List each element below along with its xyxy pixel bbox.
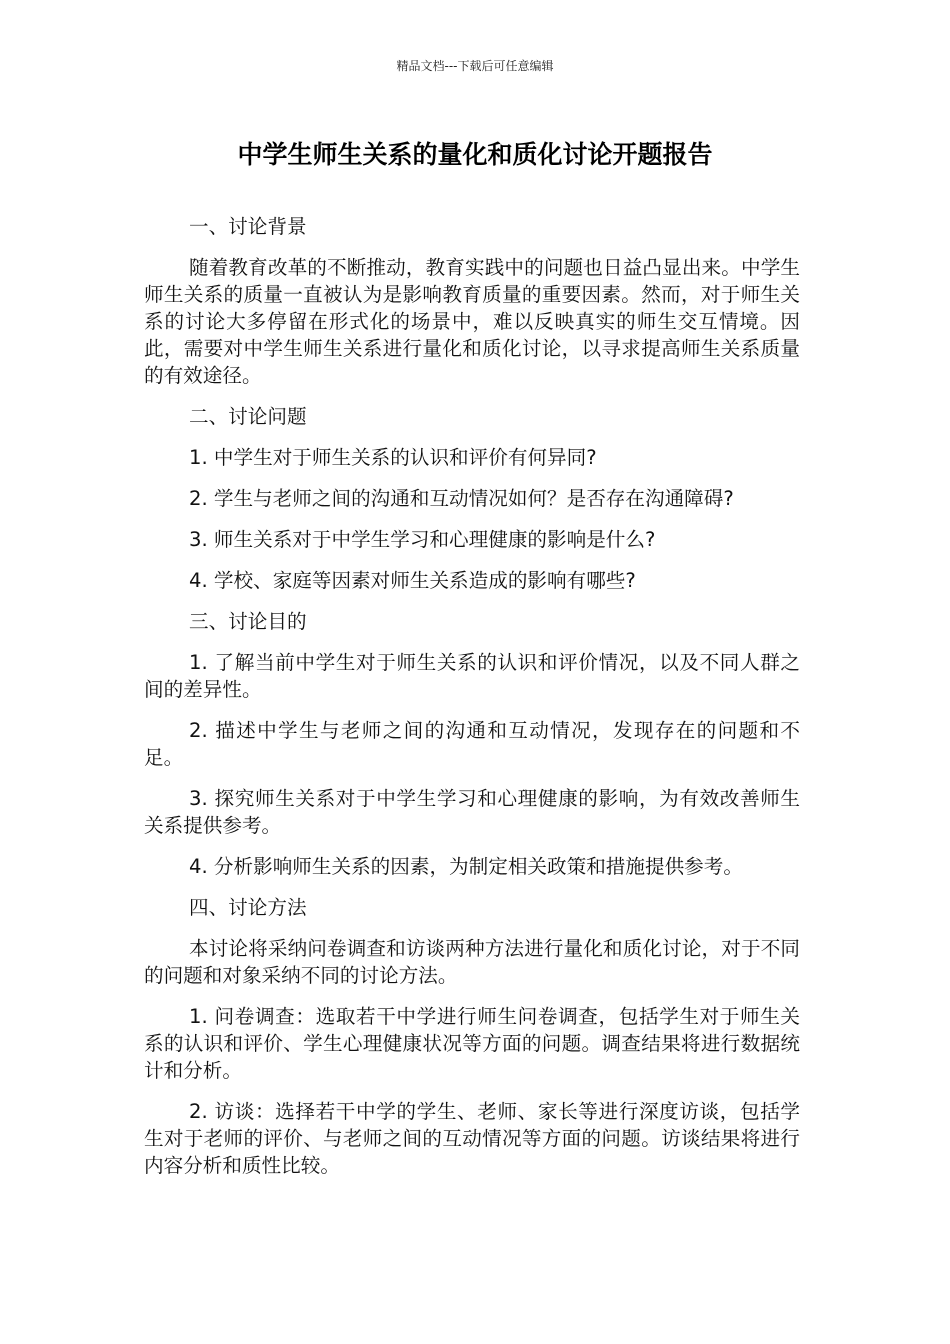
- header-note: 精品文档---下载后可任意编辑: [396, 59, 554, 73]
- question-item-3: 3. 师生关系对于中学生学习和心理健康的影响是什么?: [189, 528, 656, 551]
- objective-item-2: 2. 描述中学生与老师之间的沟通和互动情况，发现存在的问题和不足。: [144, 719, 800, 769]
- objective-item-3: 3. 探究师生关系对于中学生学习和心理健康的影响，为有效改善师生关系提供参考。: [144, 787, 800, 837]
- section-heading-objectives: 三、讨论目的: [189, 610, 307, 633]
- document-body: [144, 213, 800, 1193]
- question-item-2: 2. 学生与老师之间的沟通和互动情况如何？是否存在沟通障碍?: [189, 487, 734, 510]
- objective-item-4: 4. 分析影响师生关系的因素，为制定相关政策和措施提供参考。: [189, 855, 743, 878]
- question-item-4: 4. 学校、家庭等因素对师生关系造成的影响有哪些?: [189, 569, 636, 592]
- question-item-1: 1. 中学生对于师生关系的认识和评价有何异同?: [189, 446, 597, 469]
- objective-item-1: 1. 了解当前中学生对于师生关系的认识和评价情况，以及不同人群之间的差异性。: [144, 651, 800, 701]
- paragraph-background: 随着教育改革的不断推动，教育实践中的问题也日益凸显出来。中学生师生关系的质量一直被认为是影响教育质量的重要因素。然而，对于师生关系的讨论大多停留在形式化的场景中，难以反映真实的师生交互情境。因此，需要对中学生师生关系进行量化和质化讨论，以寻求提高师生关系质量的有效途径。: [144, 256, 800, 387]
- method-item-1: 1. 问卷调查：选取若干中学进行师生问卷调查，包括学生对于师生关系的认识和评价、学生心理健康状况等方面的问题。调查结果将进行数据统计和分析。: [144, 1005, 800, 1082]
- section-heading-questions: 二、讨论问题: [189, 405, 307, 428]
- section-heading-background: 一、讨论背景: [189, 215, 307, 238]
- method-item-2: 2. 访谈：选择若干中学的学生、老师、家长等进行深度访谈，包括学生对于老师的评价、与老师之间的互动情况等方面的问题。访谈结果将进行内容分析和质性比较。: [144, 1100, 800, 1177]
- paragraph-methods-intro: 本讨论将采纳问卷调查和访谈两种方法进行量化和质化讨论，对于不同的问题和对象采纳不同的讨论方法。: [144, 937, 800, 987]
- document-title: 中学生师生关系的量化和质化讨论开题报告: [237, 140, 713, 169]
- section-heading-methods: 四、讨论方法: [189, 896, 307, 919]
